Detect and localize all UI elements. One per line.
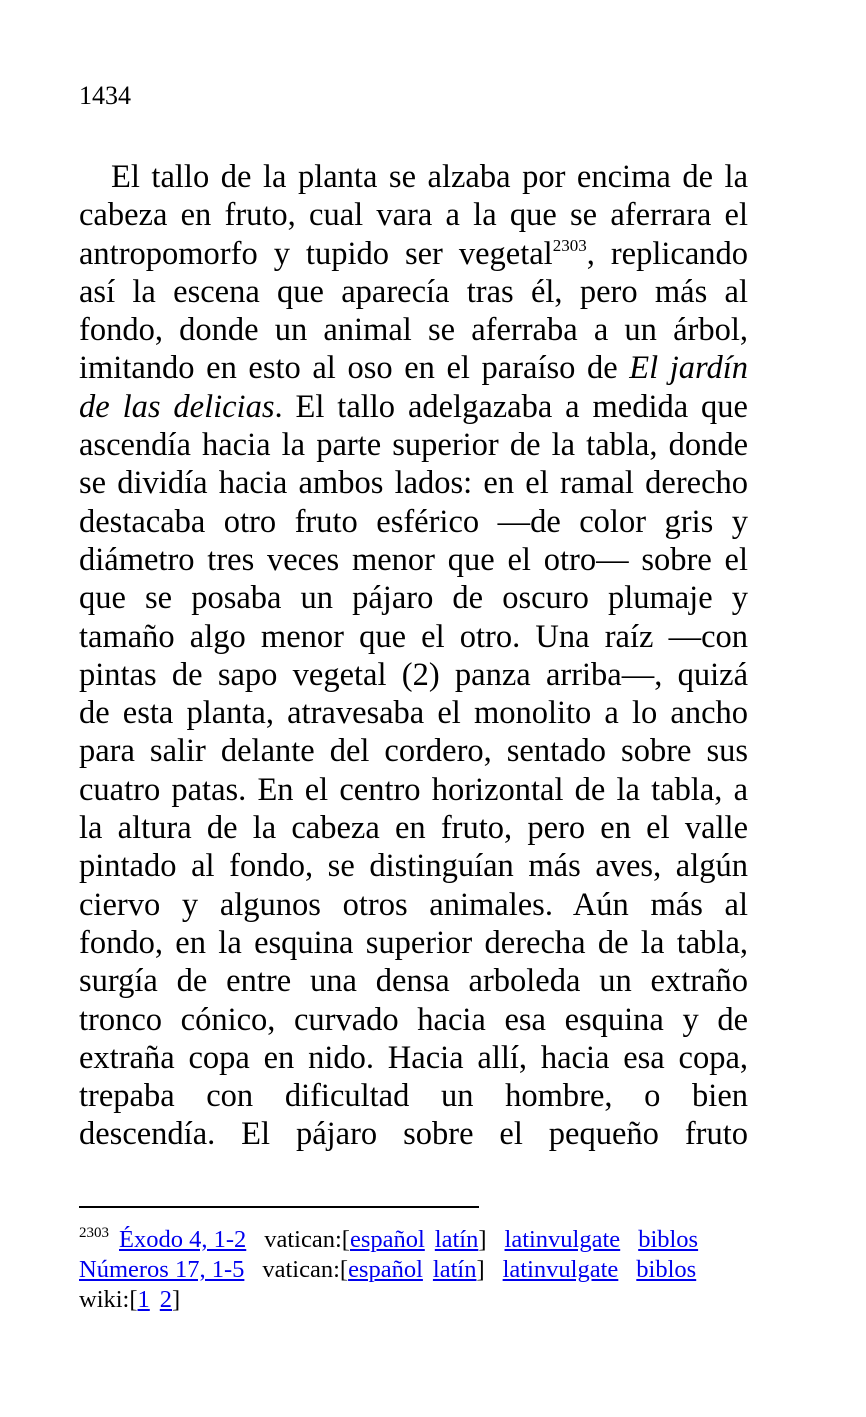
text-line: la altura de la cabeza en fruto, pero en el valle [79, 810, 748, 847]
text-line: que se posaba un pájaro de oscuro plumaje y [79, 580, 748, 617]
text-line: fondo, en la esquina superior derecha de la tabla, [79, 924, 748, 961]
text-line: tronco cónico, curvado hacia esa esquina y de [79, 1001, 748, 1038]
footnotes [79, 1225, 698, 1315]
latinvulgate-link[interactable]: latinvulgate [504, 1226, 621, 1253]
bracket-close: ] [172, 1286, 181, 1313]
text-line: extraña copa en nido. Hacia allí, hacia esa copa, [79, 1039, 748, 1076]
text-line: pintas de sapo vegetal (2) panza arriba—, quizá [79, 656, 748, 693]
text-line: así la escena que aparecía tras él, pero más al [79, 273, 748, 310]
text-line: fondo, donde un animal se aferraba a un árbol, [79, 312, 748, 349]
text-line [79, 388, 748, 426]
text-line: destacaba otro fruto esférico —de color gris y [79, 503, 748, 540]
footnote-marker: 2303 [79, 1225, 109, 1241]
numbers-reference-link[interactable]: Números 17, 1-5 [79, 1256, 245, 1283]
text-line [79, 349, 748, 387]
bracket-close: ] [478, 1226, 487, 1253]
text-line: descendía. El pájaro sobre el pequeño fruto [79, 1116, 748, 1153]
biblos-link[interactable]: biblos [638, 1226, 699, 1253]
text-line: tamaño algo menor que el otro. Una raíz —con [79, 618, 748, 655]
vatican-label: vatican:[ [264, 1226, 350, 1253]
text-line: diámetro tres veces menor que el otro— sobre el [79, 541, 748, 578]
text-line: surgía de entre una densa arboleda un extraño [79, 963, 748, 1000]
book-title-italic: El jardín [629, 350, 749, 387]
text-fragment: antropomorfo y tupido ser vegetal [79, 235, 553, 272]
footnote-reference[interactable]: 2303 [552, 235, 587, 255]
bracket-close: ] [476, 1256, 485, 1283]
book-title-italic: de las delicias [79, 388, 275, 425]
text-line: ciervo y algunos otros animales. Aún más al [79, 886, 748, 923]
text-line: El tallo de la planta se alzaba por encima de la [111, 159, 748, 195]
text-fragment: , replicando [586, 235, 748, 272]
text-line: cabeza en fruto, cual vara a la que se aferrara el [79, 197, 748, 234]
text-line: ascendía hacia la parte superior de la tabla, donde [79, 427, 748, 464]
text-line: pintado al fondo, se distinguían más aves, algún [79, 848, 748, 885]
wiki-label: wiki:[ [79, 1286, 138, 1313]
text-line: cuatro patas. En el centro horizontal de la tabla, a [79, 771, 748, 808]
footnote-row [79, 1255, 698, 1285]
exodus-reference-link[interactable]: Éxodo 4, 1-2 [119, 1226, 247, 1253]
vatican-spanish-link[interactable]: español [349, 1226, 425, 1253]
vatican-latin-link[interactable]: latín [434, 1226, 479, 1253]
wiki-link-1[interactable]: 1 [137, 1286, 150, 1313]
body-text [79, 158, 748, 1154]
wiki-link-2[interactable]: 2 [159, 1286, 173, 1313]
text-fragment: . El tallo adelgazaba a medida que [274, 388, 748, 425]
text-line: de esta planta, atravesaba el monolito a lo ancho [79, 695, 748, 732]
page-number: 1434 [79, 81, 131, 110]
footnote-row [79, 1225, 698, 1255]
latinvulgate-link[interactable]: latinvulgate [502, 1256, 619, 1283]
text-line [79, 235, 748, 273]
text-line: se dividía hacia ambos lados: en el ramal derecho [79, 465, 748, 502]
text-line: para salir delante del cordero, sentado sobre sus [79, 733, 748, 770]
vatican-latin-link[interactable]: latín [432, 1256, 477, 1283]
vatican-spanish-link[interactable]: español [348, 1256, 423, 1283]
biblos-link[interactable]: biblos [636, 1256, 697, 1283]
vatican-label: vatican:[ [262, 1256, 349, 1283]
text-line: trepaba con dificultad un hombre, o bien [79, 1078, 748, 1115]
footnote-separator [79, 1206, 479, 1208]
footnote-row [79, 1285, 698, 1315]
text-fragment: imitando en esto al oso en el paraíso de [79, 350, 630, 387]
